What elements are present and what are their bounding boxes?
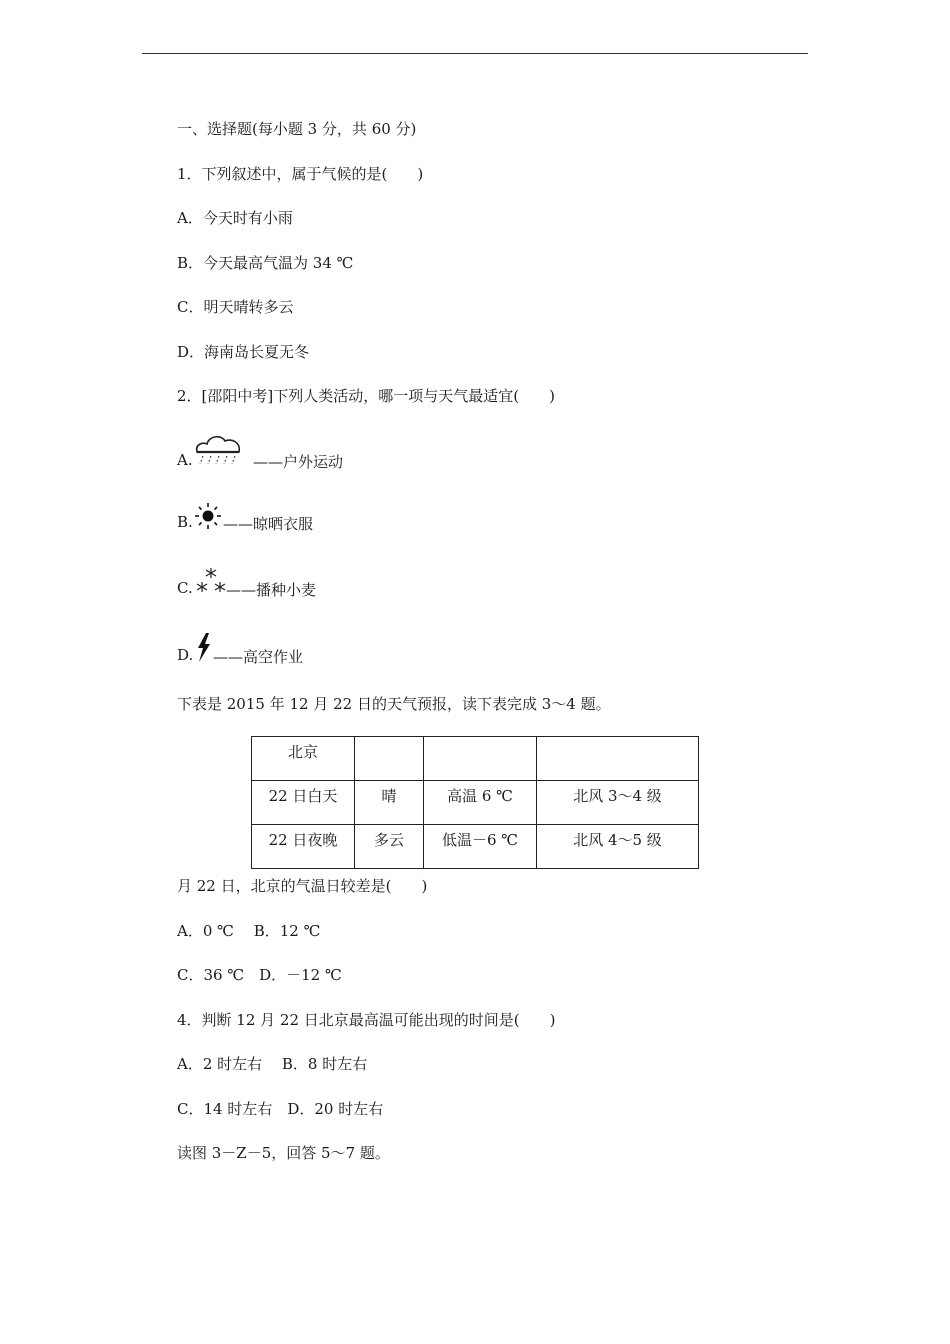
option-label: D. [177,646,194,664]
question-2-option-d [177,633,477,667]
question-4-options-cd: C．14 时左右 D．20 时左右 [177,1100,384,1118]
question-1-option-c: C．明天晴转多云 [177,298,294,316]
snow-icon [196,566,228,596]
table-cell: 北风 3～4 级 [537,781,699,825]
question-3-options-ab: A．0 ℃ B．12 ℃ [177,922,321,940]
sun-icon [195,503,221,529]
lightning-icon [196,633,212,663]
figure-intro: 读图 3－Z－5，回答 5～7 题。 [177,1144,390,1162]
question-3-options-cd: C．36 ℃ D．－12 ℃ [177,966,342,984]
table-cell [537,737,699,781]
table-cell: 低温－6 ℃ [424,825,537,869]
option-text: ——高空作业 [213,648,304,666]
table-cell: 22 日白天 [252,781,355,825]
rain-cloud-icon [195,432,243,468]
section-title: 一、选择题(每小题 3 分，共 60 分) [177,120,417,138]
table-cell: 北京 [252,737,355,781]
table-cell: 晴 [355,781,424,825]
option-label: B. [177,513,193,531]
table-cell: 高温 6 ℃ [424,781,537,825]
question-4-options-ab: A．2 时左右 B．8 时左右 [177,1055,368,1073]
question-1-option-a: A．今天时有小雨 [177,209,293,227]
header-rule [142,53,808,54]
option-text: ——播种小麦 [226,581,317,599]
question-2-option-a [177,432,477,472]
table-row [252,825,699,869]
option-label: A. [177,451,193,469]
option-text: ——户外运动 [253,453,344,471]
table-row [252,737,699,781]
question-1-option-b: B．今天最高气温为 34 ℃ [177,254,354,272]
table-cell [424,737,537,781]
table-cell: 北风 4～5 级 [537,825,699,869]
table-cell: 多云 [355,825,424,869]
question-2-option-c [177,566,477,598]
question-2-stem: 2．[邵阳中考]下列人类活动，哪一项与天气最适宜( ) [177,387,555,405]
option-text: ——晾晒衣服 [223,515,314,533]
question-1-option-d: D．海南岛长夏无冬 [177,343,310,361]
table-cell [355,737,424,781]
table-row [252,781,699,825]
table-intro: 下表是 2015 年 12 月 22 日的天气预报，读下表完成 3～4 题。 [177,695,611,713]
question-4-stem: 4．判断 12 月 22 日北京最高温可能出现的时间是( ) [177,1011,556,1029]
table-cell: 22 日夜晚 [252,825,355,869]
question-3-stem: 月 22 日，北京的气温日较差是( ) [177,877,428,895]
weather-forecast-table [251,736,699,869]
question-2-option-b [177,503,477,533]
question-1-stem: 1．下列叙述中，属于气候的是( ) [177,165,424,183]
option-label: C. [177,579,193,597]
